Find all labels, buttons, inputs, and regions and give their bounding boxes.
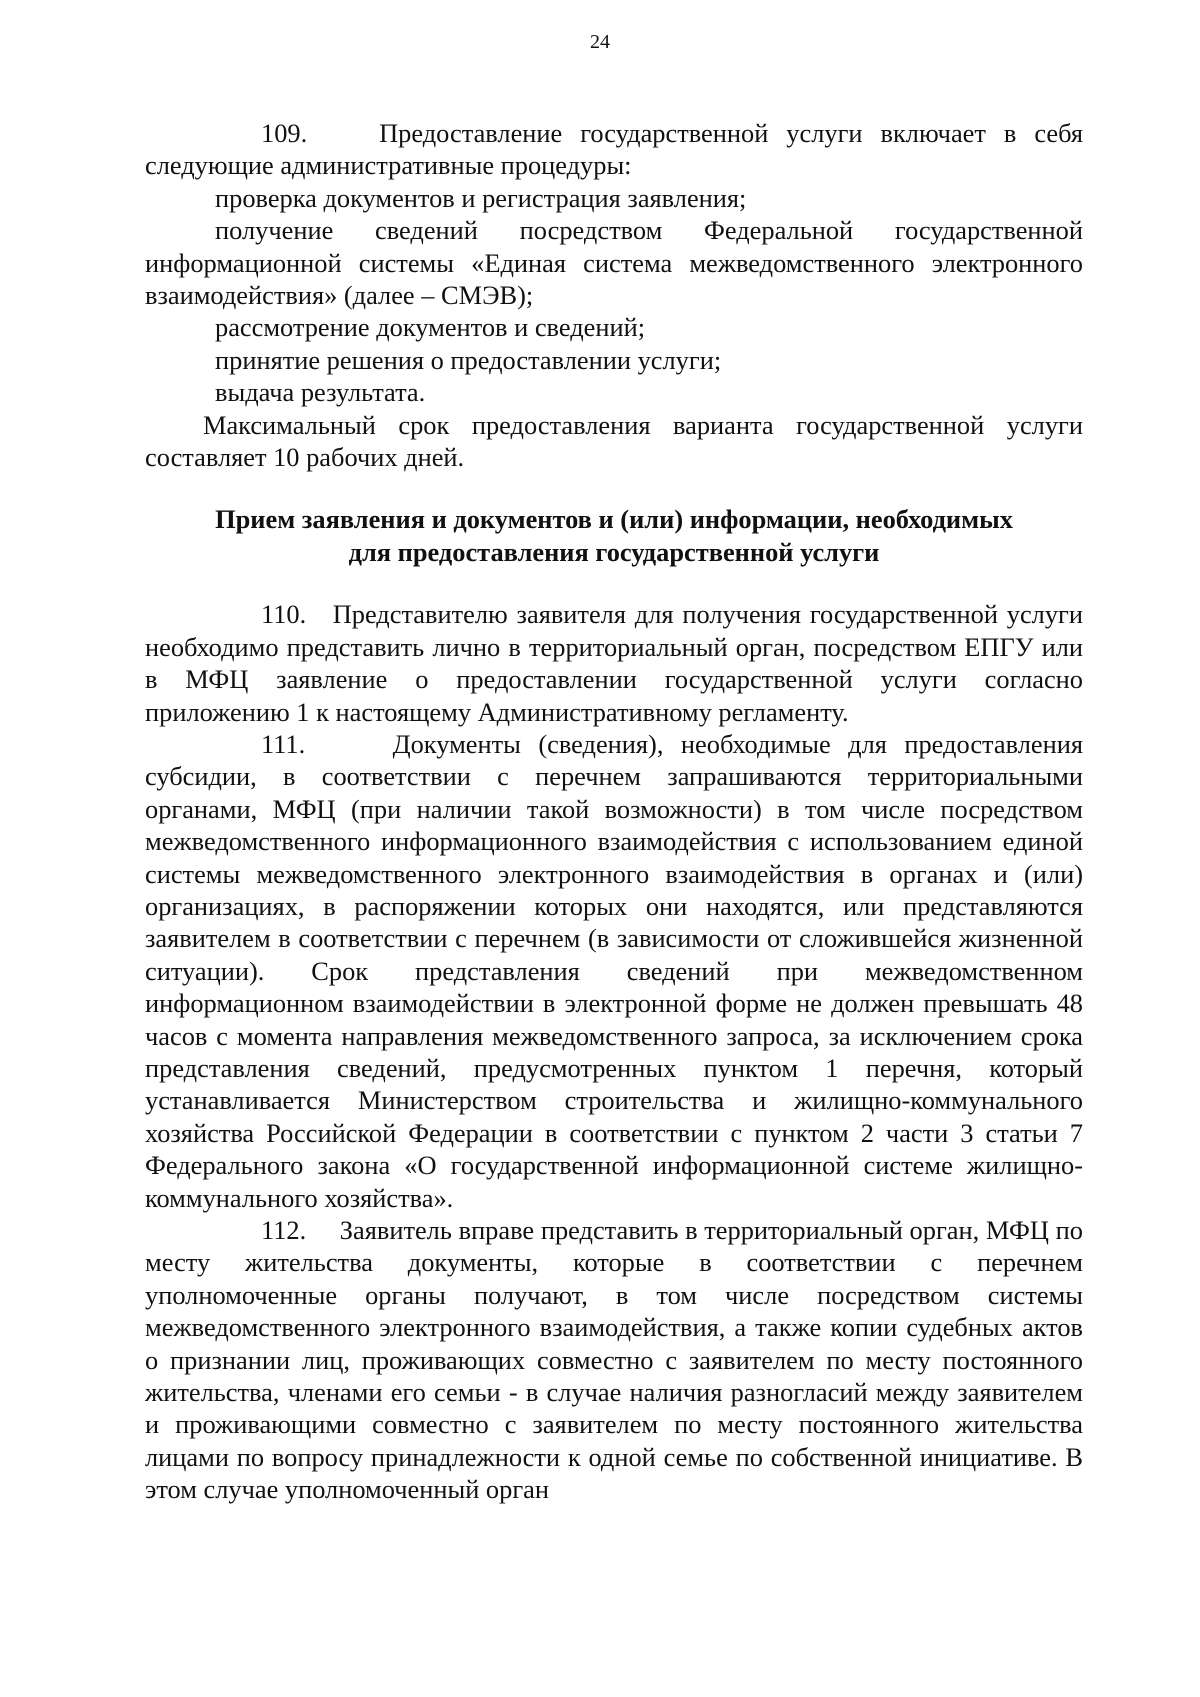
paragraph-text: Предоставление государственной услуги включает в себя следующие административные процедуры: (145, 118, 1083, 181)
max-term-paragraph: Максимальный срок предоставления варианта государственной услуги составляет 10 рабочих дней. (145, 409, 1083, 473)
paragraph-109 (145, 117, 1083, 182)
spacer (145, 568, 1083, 598)
paragraph-text: Документы (сведения), необходимые для предоставления субсидии, в соответствии с перечнем запрашиваются территориальными органами, МФЦ (при наличии такой возможности) в том числе посредством межведомственного информационного взаимодействия с использованием единой системы межведомственного электронного взаимодействия в органах и (или) организациях, в распоряжении которых они находятся, или представляются заявителем в соответствии с перечнем (в зависимости от сложившейся жизненной ситуации). Срок представления сведений при межведомственном информационном взаимодействии в электронной форме не должен превышать 48 часов с момента направления межведомственного запроса, за исключением срока представления сведений, предусмотренных пунктом 1 перечня, который устанавливается Министерством строительства и жилищно-коммунального хозяйства Российской Федерации в соответствии с пунктом 2 части 3 статьи 7 Федерального закона «О государственной информационной системе жилищно-коммунального хозяйства». (145, 728, 1083, 1213)
paragraph-112 (145, 1214, 1083, 1506)
list-item: принятие решения о предоставлении услуги; (215, 344, 722, 375)
section-heading-line-1: Прием заявления и документов и (или) информации, необходимых (215, 504, 1013, 535)
paragraph-text: Заявитель вправе представить в территориальный орган, МФЦ по месту жительства документы, которые в соответствии с перечнем уполномоченные органы получают, в том числе посредством системы межведомственного электронного взаимодействия, а также копии судебных актов о признании лиц, проживающих совместно с заявителем по месту постоянного жительства, членами его семьи - в случае наличия разногласий между заявителем и проживающими совместно с заявителем по месту постоянного жительства лицами по вопросу принадлежности к одной семье по собственной инициативе. В этом случае уполномоченный орган (145, 1215, 1083, 1505)
document-body (145, 117, 1083, 1506)
paragraph-text: Представителю заявителя для получения государственной услуги необходимо представить лично в территориальный орган, посредством ЕПГУ или в МФЦ заявление о предоставлении государственной услуги согласно приложению 1 к настоящему Административному регламенту. (145, 599, 1083, 727)
list-item: получение сведений посредством Федеральной государственной информационной системы «Единая система межведомственного электронного взаимодействия» (далее – СМЭВ); (145, 215, 1083, 311)
paragraph-number: 111. (261, 728, 306, 759)
list-item: рассмотрение документов и сведений; (215, 312, 646, 343)
spacer (145, 473, 1083, 503)
section-heading-line-2: для предоставления государственной услуги (348, 536, 880, 567)
page-number: 24 (590, 31, 610, 53)
paragraph-number: 109. (261, 118, 308, 148)
list-item: выдача результата. (215, 377, 426, 408)
paragraph-number: 112. (261, 1215, 307, 1245)
paragraph-110 (145, 598, 1083, 728)
paragraph-111 (145, 728, 1083, 1214)
list-item: проверка документов и регистрация заявления; (215, 182, 747, 213)
paragraph-number: 110. (261, 599, 307, 630)
